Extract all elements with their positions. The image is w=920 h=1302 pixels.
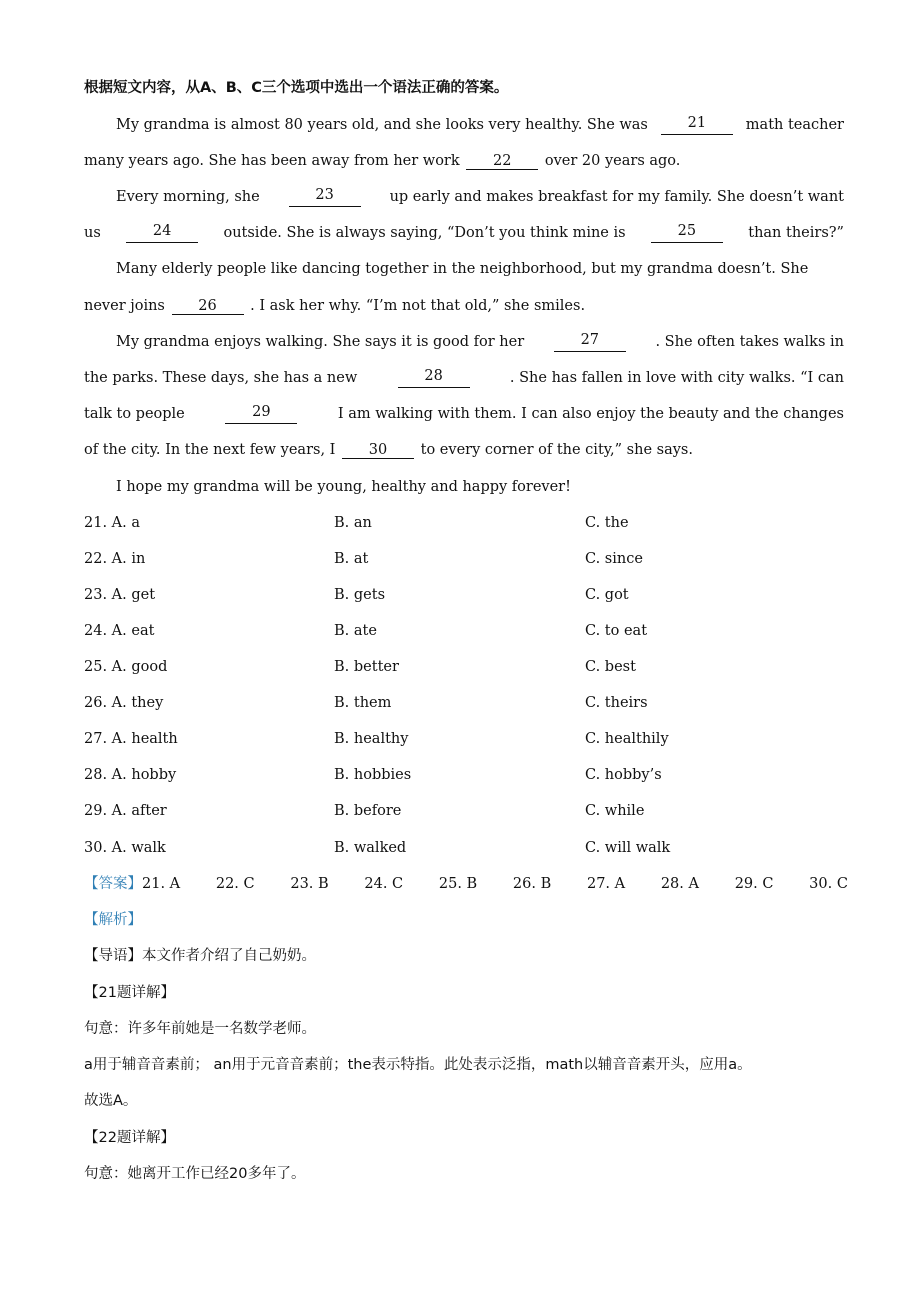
option-row: 27. A. health B. healthy C. healthily	[84, 731, 669, 747]
blank-26: 26	[172, 298, 244, 315]
blank-21: 21	[661, 115, 733, 135]
option-row: 30. A. walk B. walked C. will walk	[84, 840, 671, 856]
option-row: 23. A. get B. gets C. got	[84, 587, 629, 603]
option-row: 26. A. they B. them C. theirs	[84, 695, 648, 711]
passage-line: us 24 outside. She is always saying, “Don’t you think mine is 25 than theirs?”	[84, 223, 844, 241]
q22-heading: 【22题详解】	[84, 1130, 175, 1146]
option-row: 21. A. a B. an C. the	[84, 515, 629, 531]
answer-label: 【答案】	[84, 876, 142, 892]
option-row: 29. A. after B. before C. while	[84, 803, 645, 819]
option-row: 28. A. hobby B. hobbies C. hobby’s	[84, 767, 662, 783]
passage-line: never joins 26 . I ask her why. “I’m not that old,” she smiles.	[84, 298, 586, 314]
guide-text: 【导语】本文作者介绍了自己奶奶。	[84, 948, 316, 964]
passage-line: My grandma is almost 80 years old, and she looks very healthy. She was 21 math teacher	[116, 115, 844, 133]
q21-choice: 故选A。	[84, 1093, 138, 1109]
passage-line: Every morning, she 23 up early and makes breakfast for my family. She doesn’t want	[116, 187, 844, 205]
passage-line: Many elderly people like dancing together in the neighborhood, but my grandma doesn’t. She	[116, 261, 809, 277]
analysis-label: 【解析】	[84, 912, 142, 928]
q21-meaning: 句意：许多年前她是一名数学老师。	[84, 1021, 316, 1037]
passage-line: My grandma enjoys walking. She says it is good for her 27 . She often takes walks in	[116, 332, 844, 350]
blank-30: 30	[342, 442, 414, 459]
blank-25: 25	[651, 223, 723, 243]
passage-line: the parks. These days, she has a new 28 . She has fallen in love with city walks. “I can	[84, 368, 844, 386]
passage-line: I hope my grandma will be young, healthy and happy forever!	[116, 479, 571, 495]
answer-row: 【答案】21. A 22. C 23. B 24. C 25. B 26. B 27. A 28. A 29. C 30. C	[84, 876, 848, 892]
passage-line: many years ago. She has been away from her work 22 over 20 years ago.	[84, 153, 681, 169]
passage-line: of the city. In the next few years, I 30 to every corner of the city,” she says.	[84, 442, 693, 458]
option-row: 24. A. eat B. ate C. to eat	[84, 623, 648, 639]
q21-explanation: a用于辅音音素前； an用于元音音素前；the表示特指。此处表示泛指，math以辅音音素开头，应用a。	[84, 1057, 752, 1073]
blank-28: 28	[398, 368, 470, 388]
blank-29: 29	[225, 404, 297, 424]
q21-heading: 【21题详解】	[84, 985, 175, 1001]
option-row: 22. A. in B. at C. since	[84, 551, 643, 567]
option-row: 25. A. good B. better C. best	[84, 659, 636, 675]
blank-27: 27	[554, 332, 626, 352]
blank-23: 23	[289, 187, 361, 207]
blank-24: 24	[126, 223, 198, 243]
passage-line: talk to people 29 I am walking with them. I can also enjoy the beauty and the changes	[84, 404, 844, 422]
q22-meaning: 句意：她离开工作已经20多年了。	[84, 1166, 306, 1182]
blank-22: 22	[466, 153, 538, 170]
question-instruction: 根据短文内容，从A、B、C三个选项中选出一个语法正确的答案。	[84, 80, 509, 96]
